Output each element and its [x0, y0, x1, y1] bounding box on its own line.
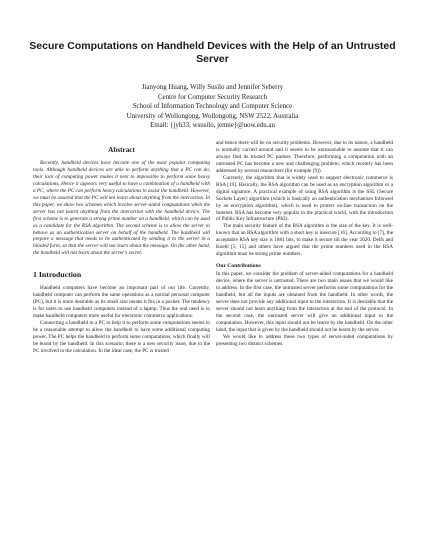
intro-paragraph-2: Connecting a handheld to a PC to help it to perform some computations seems to be a reasonable attempt to allow the handheld to have some additional computing power. The PC helps the handheld to perform some computations, which finally will be learnt by the handheld. In this scenario, there is a new security issue, due to the PC involved in the calculation. In the ideal case, the PC is trusted — [33, 320, 210, 354]
author-names: Jianyong Huang, Willy Susilo and Jennifer Seberry — [141, 84, 284, 91]
author-block — [20, 83, 405, 131]
author-school: School of Information Technology and Computer Science — [132, 103, 293, 111]
author-university: University of Wollongong, Wollongong, NSW 2522, Australia — [126, 112, 299, 120]
introduction-heading: 1 Introduction — [33, 270, 82, 280]
right-paragraph-2: Currently, the algorithm that is widely used to support electronic commerce is RSA [19]. Basically, the RSA algorithm can be used as an encryption algorithm or a digital signature. A practical example of using RSA algorithm is the SSL (Secure Sockets Layer) algorithm (which is basically an authentication mechanism followed by an encryption algorithm), which is used to protect on-line transaction on the Internet. RSA has become very popular in the practical world, with the introduction of Public Key Infrastructure (PKI). — [216, 174, 393, 223]
right-paragraph-3: The main security feature of the RSA algorithm is the size of the key. It is well-known that an RSA algorithm with a short key is insecure [16]. According to [7], the acceptable RSA key size is 1881 bits, to make it secure till the year 2020. Delfs and Knebl [5, 15] and others have argued that the prime numbers used in the RSA algorithm must be strong prime numbers. — [216, 223, 393, 258]
author-email: Email: {jyh33, wsusilo, jennie}@uow.edu.au — [150, 122, 275, 130]
right-paragraph-1: and hence there will be no security problems. However, due to its nature, a handheld is normally carried around and it seems to be unreasonable to assume that it can always find its trusted PC partner. Therefore, performing a computation with an untrusted PC has become a new and challenging problem, which recently has been addressed by several researchers (for example [9]). — [216, 140, 393, 174]
contributions-heading: Our Contributions — [216, 263, 261, 270]
abstract-text: Recently, handheld devices have become one of the most popular computing tools. Although handheld devices are able to perform anything that a PC can do, their lack of computing power makes it next to impossible to perform some heavy calculations. Hence it appears very useful to have a combination of a handheld with a PC, where the PC can perform heavy calculations to assist the handheld. However, we must be assured that the PC will not learn about anything from the interaction. In this paper, we show two schemes which involve server-aided computations when the server has not learnt anything from the interaction with the handheld device. The first scheme is to generate a strong prime number on a handheld, which can be used as a candidate for the RSA algorithm. The second scheme is to allow the server to behave as an authentication server on behalf of the handheld. The handheld will prepare a message that needs to be authenticated by sending it to the server in a blinded form, so that the server will not learn about the message. On the other hand, the handheld will not learn about the server's secret. — [33, 160, 210, 257]
contributions-paragraph-1: In this paper, we consider the problem of server-aided computations for a handheld device, where the server is untrusted. There are two main issues that we would like to address. In the first case, the untrusted server performs some computations for the handheld, but all the inputs are obtained from the handheld. In other words, the server does not provide any additional input to the interaction. It is desirable that the server should not learn anything from the interaction at the end of the protocol. In the second case, the untrusted server will give an additional input to the computation. However, this input should not be learnt by the handheld. On the other hand, the input that is given by the handheld should not be learnt by the server. — [216, 271, 393, 333]
paper-title: Secure Computations on Handheld Devices with the Help of an Untrusted Server — [29, 40, 396, 65]
intro-paragraph-1: Handheld computers have become an important part of our life. Currently, handheld computer can perform the same operations as a normal personal computer (PC), but it is more desirable as its small size means it fits in a pocket. The tendency is for users to use handheld computers instead of a laptop. Thus the real need is to make handheld computers more useful for electronic commerce applications. — [33, 285, 210, 320]
abstract-heading: Abstract — [108, 146, 135, 154]
left-column — [33, 146, 210, 355]
contributions-paragraph-2: We would like to address these two types of server-aided computations by presenting two distinct schemes. — [216, 333, 393, 347]
author-centre: Centre for Computer Security Research — [157, 93, 268, 101]
right-column — [216, 140, 393, 348]
